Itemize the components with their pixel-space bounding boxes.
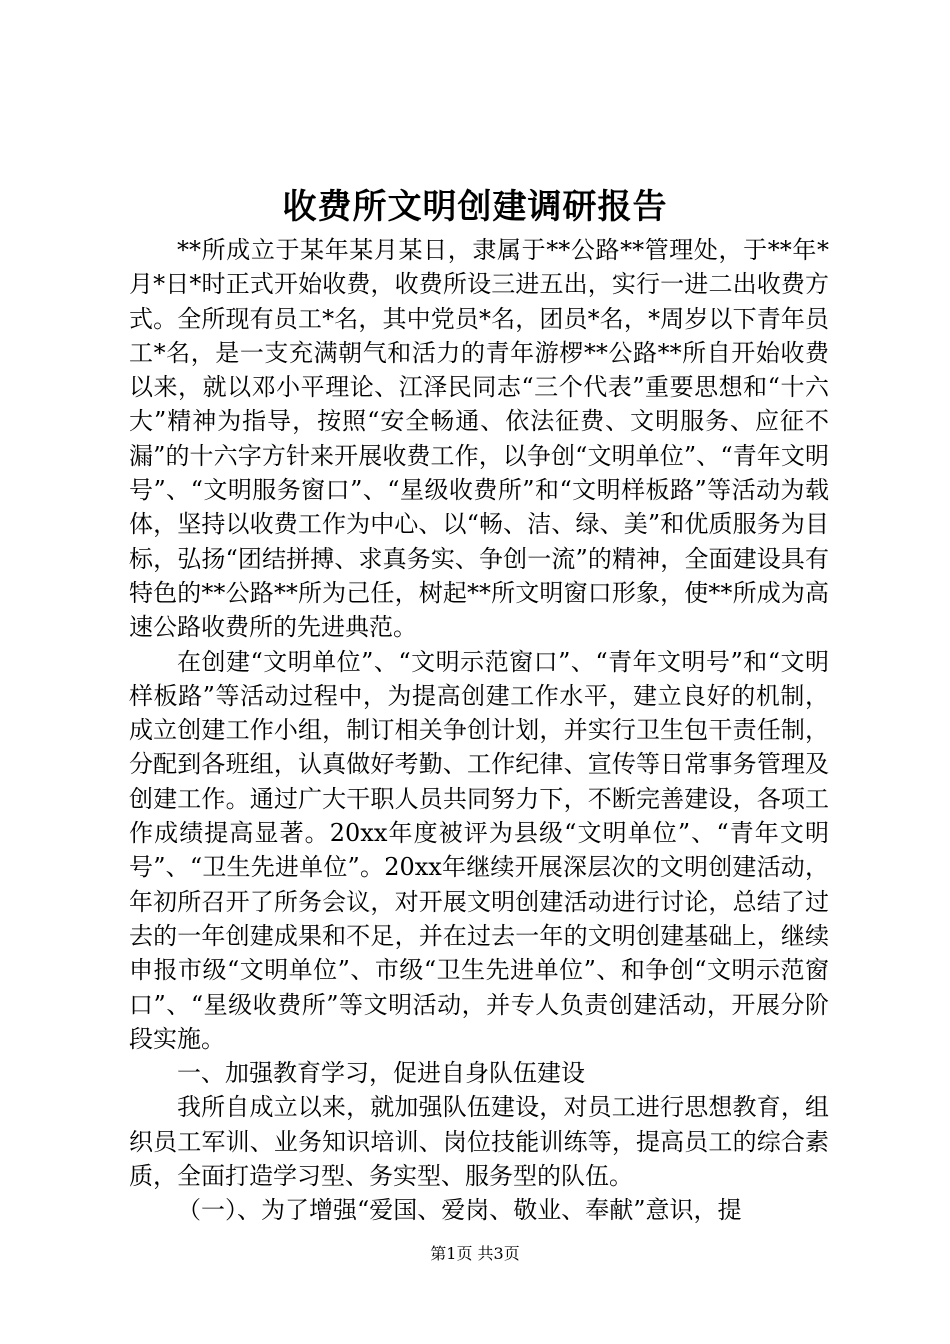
paragraph-subsection-1: （一）、为了增强“爱国、爱岗、敬业、奉献”意识，提 [177, 1196, 742, 1225]
paragraph-team-building: 我所自成立以来，就加强队伍建设，对员工进行思想教育，组织员工军训、业务知识培训、岗位技能训练等，提高员工的综合素质，全面打造学习型、务实型、服务型的队伍。 [129, 1093, 829, 1191]
document-title: 收费所文明创建调研报告 [282, 187, 668, 227]
paragraph-creation-activities: 在创建“文明单位”、“文明示范窗口”、“青年文明号”和“文明样板路”等活动过程中，为提高创建工作水平，建立良好的机制，成立创建工作小组，制订相关争创计划，并实行卫生包干责任制，分配到各班组，认真做好考勤、工作纪律、宣传等日常事务管理及创建工作。通过广大干职人员共同努力下，不断完善建设，各项工作成绩提高显著。20xx年度被评为县级“文明单位”、“青年文明号”、“卫生先进单位”。20xx年继续开展深层次的文明创建活动，年初所召开了所务会议，对开展文明创建活动进行讨论，总结了过去的一年创建成果和不足，并在过去一年的文明创建基础上，继续申报市级“文明单位”、市级“卫生先进单位”、和争创“文明示范窗口”、“星级收费所”等文明活动，并专人负责创建活动，开展分阶段实施。 [129, 647, 829, 1053]
page-number: 第1页 共3页 [430, 1244, 520, 1263]
paragraph-intro: **所成立于某年某月某日，隶属于**公路**管理处，于**年*月*日*时正式开始收费，收费所设三进五出，实行一进二出收费方式。全所现有员工*名，其中党员*名，团员*名，*周岁以下青年员工*名，是一支充满朝气和活力的青年游椤**公路**所自开始收费以来，就以邓小平理论、江泽民同志“三个代表”重要思想和“十六大”精神为指导，按照“安全畅通、依法征费、文明服务、应征不漏”的十六字方针来开展收费工作，以争创“文明单位”、“青年文明号”、“文明服务窗口”、“星级收费所”和“文明样板路”等活动为载体，坚持以收费工作为中心、以“畅、洁、绿、美”和优质服务为目标，弘扬“团结拼搏、求真务实、争创一流”的精神，全面建设具有特色的**公路**所为己任，树起**所文明窗口形象，使**所成为高速公路收费所的先进典范。 [129, 236, 829, 642]
section-heading-education: 一、加强教育学习，促进自身队伍建设 [177, 1059, 585, 1088]
document-body [129, 233, 829, 1228]
